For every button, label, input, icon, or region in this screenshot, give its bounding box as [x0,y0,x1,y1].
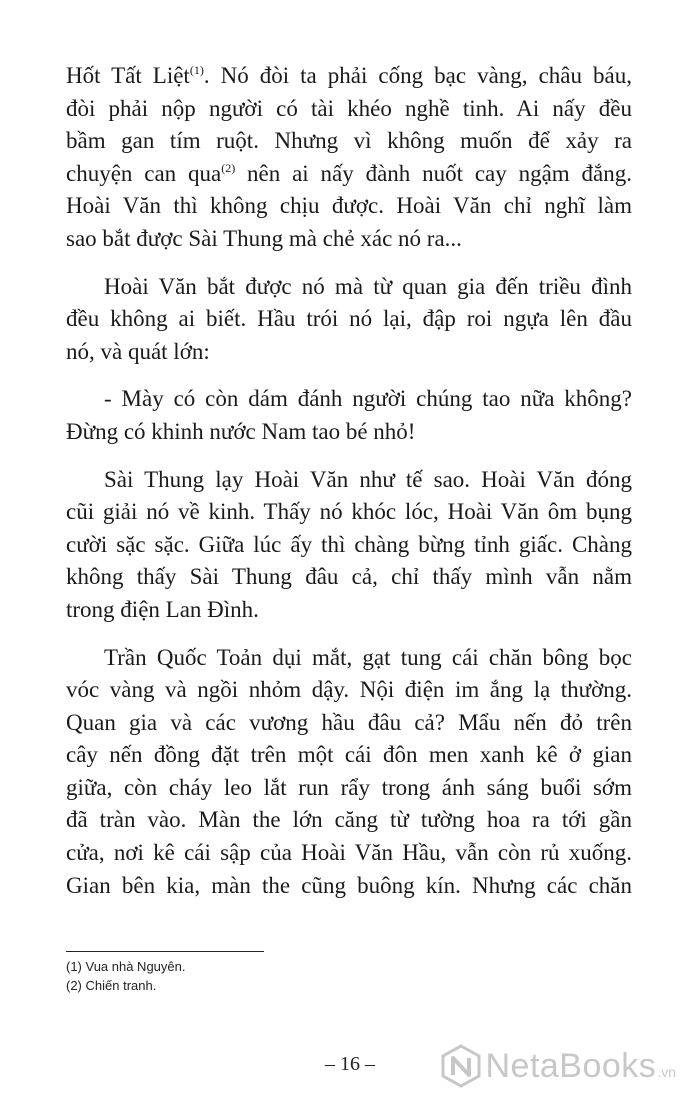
text-line: chuyện can qua$^{(2)}$ nên ai nấy đành nuốt cay ngậm đắng. [66,160,632,186]
paragraph-4 [66,464,632,627]
text-line: đều không ai biết. Hầu trói nó lại, đập roi ngựa lên đầu [66,306,632,332]
text-line: đòi phải nộp người có tài khéo nghề tinh. Ai nấy đều [66,95,632,121]
text-line: Hoài Văn bắt được nó mà từ quan gia đến triều đình [104,273,632,299]
watermark-brand: NetaBooks [485,1046,657,1085]
text-line: giữa, còn cháy leo lắt run rẩy trong ánh sáng buổi sớm [66,774,632,800]
footnote-divider [66,951,264,952]
text-line: đã tràn vào. Màn the lớn căng từ tường hoa ra tới gần [66,807,632,833]
text-line: trong điện Lan Đình. [66,596,259,622]
footnote-2: (2) Chiến tranh. [66,978,157,993]
footnotes [66,957,185,995]
text-line: Đừng có khinh nước Nam tao bé nhỏ! [66,418,416,444]
footnote-ref-1: (1) [189,63,204,77]
paragraph-2 [66,271,632,369]
text-line: không thấy Sài Thung đâu cả, chỉ thấy mình vẫn nằm [66,564,632,590]
text-line: nó, và quát lớn: [66,338,210,364]
text-line: - Mày có còn dám đánh người chúng tao nữa không? [104,386,632,412]
netabooks-logo-icon [441,1044,481,1088]
paragraph-1 [66,60,632,256]
paragraph-5 [66,642,632,903]
footnote-ref-2: (2) [221,160,236,175]
watermark [441,1044,676,1088]
text-line: Sài Thung lạy Hoài Văn như tế sao. Hoài Văn đóng [104,466,632,492]
footnote-1: (1) Vua nhà Nguyên. [66,959,186,974]
text-line: Quan gia và các vương hầu đâu cả? Mẩu nến đỏ trên [66,709,632,735]
page-number: – 16 – [325,1053,375,1075]
body-text [66,60,632,917]
text-line: Trần Quốc Toản dụi mắt, gạt tung cái chăn bông bọc [104,644,632,670]
text-line: cũi giải nó về kinh. Thấy nó khóc lóc, Hoài Văn ôm bụng [66,499,632,525]
text-line: Gian bên kia, màn the cũng buông kín. Nhưng các chăn [66,872,632,898]
text-line: Hoài Văn thì không chịu được. Hoài Văn chỉ nghĩ làm [66,193,632,219]
text-line: bầm gan tím ruột. Nhưng vì không muốn để xảy ra [66,128,632,154]
text-line: cười sặc sặc. Giữa lúc ấy thì chàng bừng tỉnh giấc. Chàng [66,531,632,557]
text-line: cửa, nơi kê cái sập của Hoài Văn Hầu, vẫn còn rủ xuống. [66,840,632,866]
text-line: cây nến đồng đặt trên một cái đôn men xanh kê ở gian [66,742,632,768]
watermark-suffix: .vn [657,1064,676,1080]
text-line: sao bắt được Sài Thung mà chẻ xác nó ra... [66,225,462,251]
paragraph-3 [66,383,632,448]
text-line: Hốt Tất Liệt$^{(1)}$. Nó đòi ta phải cống bạc vàng, châu báu, [66,63,632,88]
text-line: vóc vàng và ngồi nhỏm dậy. Nội điện im ắng lạ thường. [66,677,632,703]
